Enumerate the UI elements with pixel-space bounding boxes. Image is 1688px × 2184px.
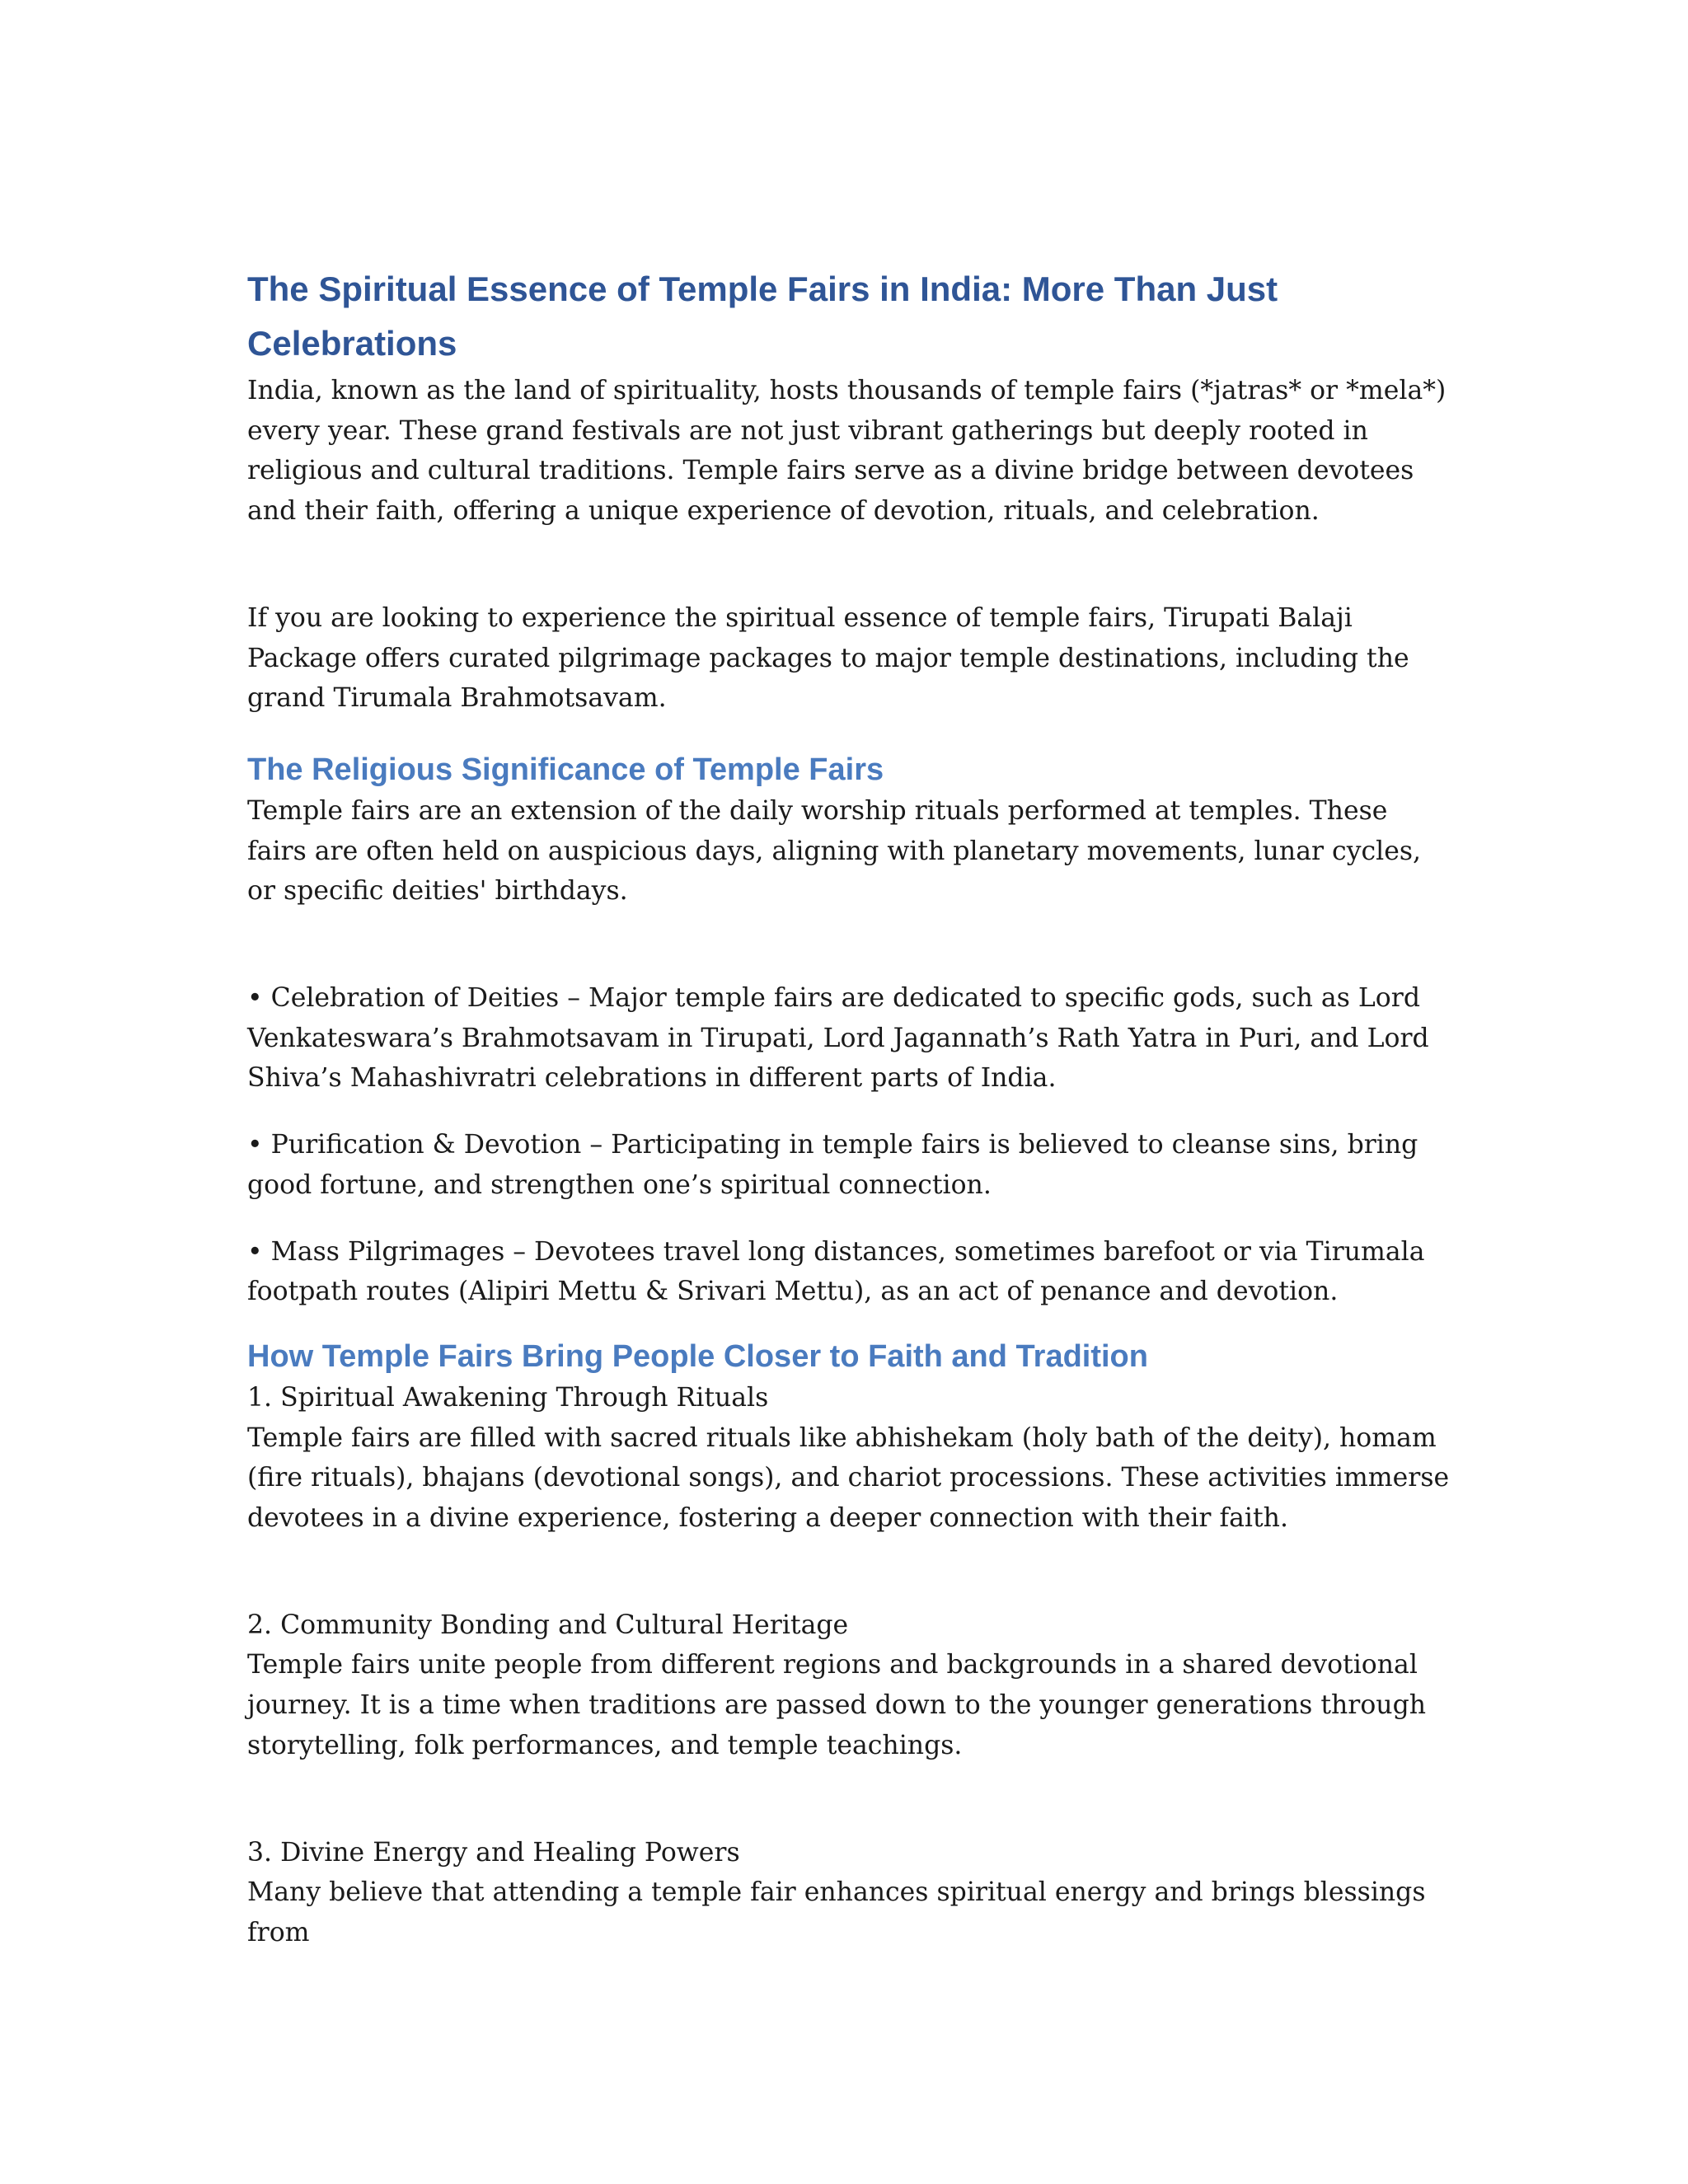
document-body bbox=[247, 262, 1451, 1953]
spacer bbox=[247, 1312, 1451, 1335]
spacer bbox=[247, 912, 1451, 978]
bullet-item: • Mass Pilgrimages – Devotees travel long distances, sometimes barefoot or via Tirumala footpath routes (Alipiri Mettu & Srivari Mettu), as an act of penance and devotion. bbox=[247, 1236, 1425, 1307]
spacer bbox=[247, 1206, 1451, 1232]
item-paragraph: Temple fairs are filled with sacred rituals like abhishekam (holy bath of the deity), homam (fire rituals), bhajans (devotional songs), and chariot processions. These activities immerse devotees in a divine experience, fostering a deeper connection with their faith. bbox=[247, 1422, 1450, 1534]
promo-paragraph: If you are looking to experience the spiritual essence of temple fairs, Tirupati Balaji Package offers curated pilgrimage packages to major temple destinations, including the grand Tirumala Brahmotsavam. bbox=[247, 602, 1409, 714]
spacer bbox=[247, 1539, 1451, 1605]
spacer bbox=[247, 1099, 1451, 1125]
item-paragraph: Many believe that attending a temple fair enhances spiritual energy and brings blessings from bbox=[247, 1877, 1426, 1947]
section-paragraph: Temple fairs are an extension of the daily worship rituals performed at temples. These fairs are often held on auspicious days, aligning with planetary movements, lunar cycles, or specific deities' birthdays. bbox=[247, 795, 1422, 907]
item-paragraph: Temple fairs unite people from different regions and backgrounds in a shared devotional journey. It is a time when traditions are passed down to the younger generations through storytelling, folk performances, and temple teachings. bbox=[247, 1650, 1427, 1760]
bullet-item: • Celebration of Deities – Major temple fairs are dedicated to specific gods, such as Lord Venkateswara’s Brahmotsavam in Tirupati, Lord Jagannath’s Rath Yatra in Puri, and Lord Shiva’s Mahashivratri celebrations in different parts of India. bbox=[247, 983, 1429, 1094]
bullet-item: • Purification & Devotion – Participating in temple fairs is believed to cleanse sins, bring good fortune, and strengthen one’s spiritual connection. bbox=[247, 1130, 1418, 1200]
document-title: The Spiritual Essence of Temple Fairs in India: More Than Just Celebrations bbox=[247, 269, 1278, 363]
spacer bbox=[247, 719, 1451, 748]
spacer bbox=[247, 532, 1451, 598]
section-heading-faith-and-tradition: How Temple Fairs Bring People Closer to Faith and Tradition bbox=[247, 1338, 1148, 1374]
section-heading-religious-significance: The Religious Significance of Temple Fairs bbox=[247, 752, 884, 787]
item-title: 1. Spiritual Awakening Through Rituals bbox=[247, 1382, 769, 1413]
item-title: 2. Community Bonding and Cultural Heritage bbox=[247, 1610, 849, 1640]
spacer bbox=[247, 1766, 1451, 1833]
item-title: 3. Divine Energy and Healing Powers bbox=[247, 1837, 740, 1868]
intro-paragraph: India, known as the land of spirituality, hosts thousands of temple fairs (*jatras* or *mela*) every year. These grand festivals are not just vibrant gatherings but deeply rooted in religious and cultural traditions. Temple fairs serve as a divine bridge between devotees and their faith, offering a unique experience of devotion, rituals, and celebration. bbox=[247, 376, 1447, 527]
